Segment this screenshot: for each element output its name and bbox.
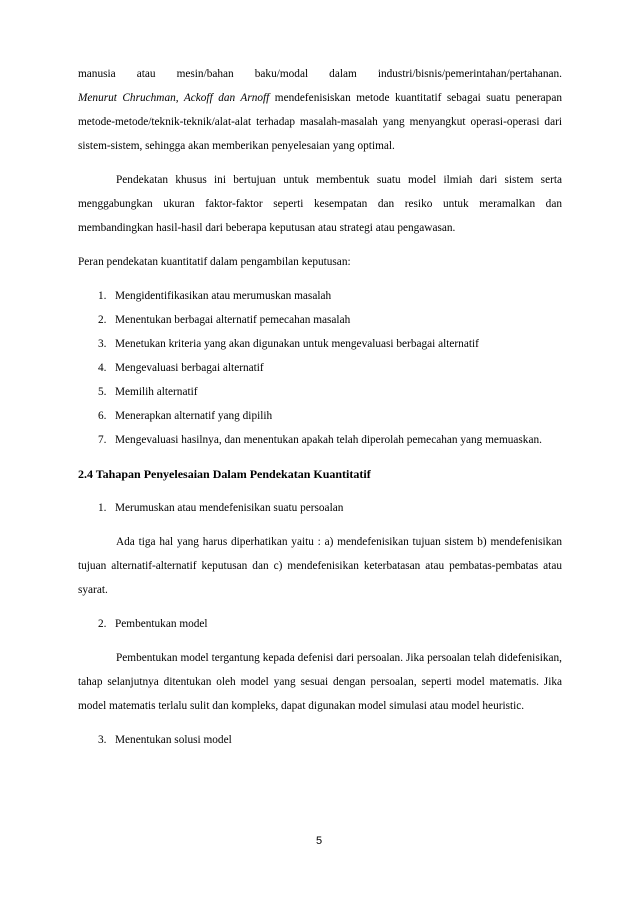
paragraph-2: Pendekatan khusus ini bertujuan untuk membentuk suatu model ilmiah dari sistem serta menggabungkan ukuran faktor-faktor seperti kesempatan dan resiko untuk meramalkan dan membandingkan hasil-hasil dari beberapa keputusan atau strategi atau pengawasan. [78,174,562,234]
list-text: Menerapkan alternatif yang dipilih [115,410,273,422]
list-text: Menetukan kriteria yang akan digunakan untuk mengevaluasi berbagai alternatif [115,338,479,350]
list-item [78,404,562,428]
list-text: Mengevaluasi berbagai alternatif [115,362,264,374]
list-number: 3. [98,338,107,350]
step-number: 3. [98,734,107,746]
document-page [78,62,562,752]
step-title-text: Pembentukan model [115,618,208,630]
list-item [78,332,562,356]
step-number: 1. [98,502,107,514]
section-heading: 2.4 Tahapan Penyelesaian Dalam Pendekatan Kuantitatif [78,467,371,481]
list-item [78,284,562,308]
paragraph-1-text: mendefenisiskan metode kuantitatif sebagai suatu penerapan metode-metode/teknik-teknik/alat-alat terhadap masalah-masalah yang menyangkut operasi-operasi dari sistem-sistem, sehingga akan memberikan penyelesaian yang optimal. [78,92,562,152]
list-text: Mengidentifikasikan atau merumuskan masalah [115,290,332,302]
paragraph-1-lead: manusia atau mesin/bahan baku/modal dalam industri/bisnis/pemerintahan/pertahanan. [78,68,562,80]
list-number: 1. [98,290,107,302]
steps-list [78,496,562,520]
list-item [78,380,562,404]
steps-list [78,728,562,752]
author-names: Menurut Chruchman, Ackoff dan Arnoff [78,92,270,104]
list-text: Menentukan berbagai alternatif pemecahan masalah [115,314,351,326]
paragraph-3: Peran pendekatan kuantitatif dalam pengambilan keputusan: [78,256,351,268]
step-title [78,728,562,752]
step-body: Ada tiga hal yang harus diperhatikan yaitu : a) mendefenisikan tujuan sistem b) mendefenisikan tujuan alternatif-alternatif keputusan dan c) mendefenisikan keterbatasan atau pembatas-pembatas atau syarat. [78,536,562,596]
page-number: 5 [315,835,323,847]
list-item [78,356,562,380]
list-text: Mengevaluasi hasilnya, dan menentukan apakah telah diperolah pemecahan yang memuaskan. [115,434,542,446]
list-number: 5. [98,386,107,398]
step-title-text: Menentukan solusi model [115,734,232,746]
steps-list [78,612,562,636]
list-number: 4. [98,362,107,374]
step-title-text: Merumuskan atau mendefenisikan suatu persoalan [115,502,344,514]
paragraph-1 [78,62,562,158]
step-number: 2. [98,618,107,630]
list-number: 2. [98,314,107,326]
list-number: 6. [98,410,107,422]
list-text: Memilih alternatif [115,386,198,398]
step-body: Pembentukan model tergantung kepada defenisi dari persoalan. Jika persoalan telah didefenisikan, tahap selanjutnya ditentukan oleh model yang sesuai dengan persoalan, seperti model matematis. Jika model matematis terlalu sulit dan kompleks, dapat digunakan model simulasi atau model heuristic. [78,652,562,712]
list-item [78,428,562,452]
list-item [78,308,562,332]
step-title [78,612,562,636]
roles-list [78,284,562,452]
step-title [78,496,562,520]
list-number: 7. [98,434,107,446]
